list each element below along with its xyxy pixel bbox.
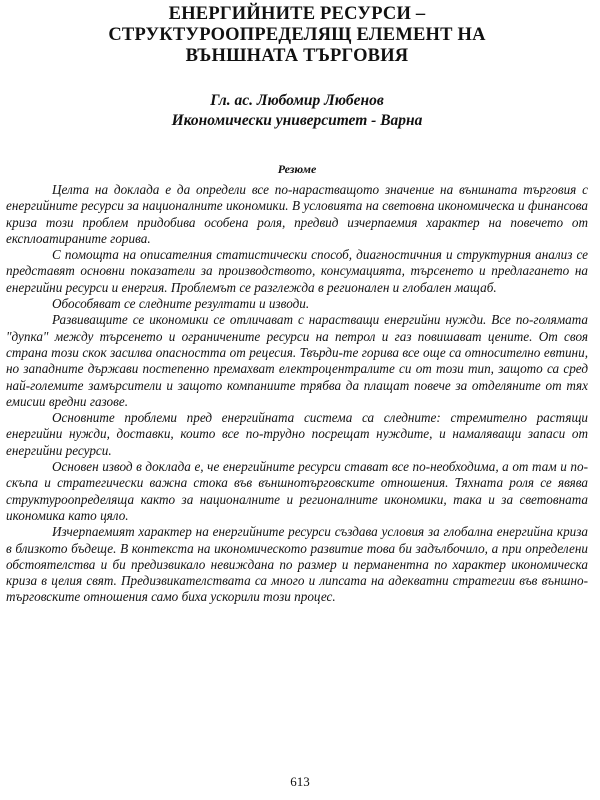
title-line: ВЪНШНАТА ТЪРГОВИЯ	[185, 46, 409, 66]
abstract-paragraph: Изчерпаемият характер на енергийните ресурси създава условия за глобална енергийна криза в близкото бъдеще. В контекста на икономическото развитие това би задълбочило, а при определени обстоятелства и би предизвикало невиждана по размер и перманентна по характер икономическа криза в целия свят. Предизвикателствата са много и липсата на адекватни стратегии във външно-търговските отношения само биха ускорили този процес.	[6, 524, 588, 605]
abstract-paragraph: Основен извод в доклада е, че енергийните ресурси стават все по-необходима, а от там и по-скъпа и стратегически важна стока във външнотърговските отношения. Тяхната роля се явява структуроопределяща както за националните и регионалните икономики, така и за световната икономика като цяло.	[6, 459, 588, 523]
page-number: 613	[290, 774, 310, 789]
author-name: Гл. ас. Любомир Любенов	[210, 92, 384, 109]
author-block	[6, 91, 588, 131]
abstract-paragraph: Целта на доклада е да определи все по-нарастващото значение на външната търговия с енергийните ресурси за националните икономики. В условията на световна икономическа и финансова криза този проблем придобива особена роля, предвид изчерпаемия характер на повечето от експлоатираните горива.	[6, 182, 588, 246]
title-line: ЕНЕРГИЙНИТЕ РЕСУРСИ –	[168, 4, 426, 24]
abstract-paragraph: Развиващите се икономики се отличават с нарастващи енергийни нужди. Все по-голямата "дупка" между търсенето и ограничените ресурси на петрол и газ повишават цените. От своя страна този скок засилва опасността от рецесия. Твърди-те горива все още са относително евтини, но западните държави постепенно премахват електроцентралите си от този тип, защото са сред най-големите замърсители и защото компаниите трябва да плащат повече за отделяните от тях емисии вредни газове.	[6, 312, 588, 409]
title-line: СТРУКТУРООПРЕДЕЛЯЩ ЕЛЕМЕНТ НА	[108, 25, 486, 45]
abstract-heading: Резюме	[277, 162, 317, 176]
abstract-paragraph: Обособяват се следните резултати и изводи.	[52, 296, 310, 312]
abstract-paragraph: Основните проблеми пред енергийната система са следните: стремително растящи енергийни нужди, доставки, които все по-трудно посрещат нуждите, и намаляващи запаси от енергийни ресурси.	[6, 410, 588, 458]
abstract-paragraph: С помощта на описателния статистически способ, диагностичния и структурния анализ се представят основни показатели за производството, консумацията, търсенето и предлагането на енергийни ресурси и енергия. Проблемът се разглежда в регионален и глобален мащаб.	[6, 247, 588, 295]
paper-title	[6, 4, 588, 67]
author-affiliation: Икономически университет - Варна	[171, 112, 423, 129]
abstract-body	[6, 182, 588, 606]
